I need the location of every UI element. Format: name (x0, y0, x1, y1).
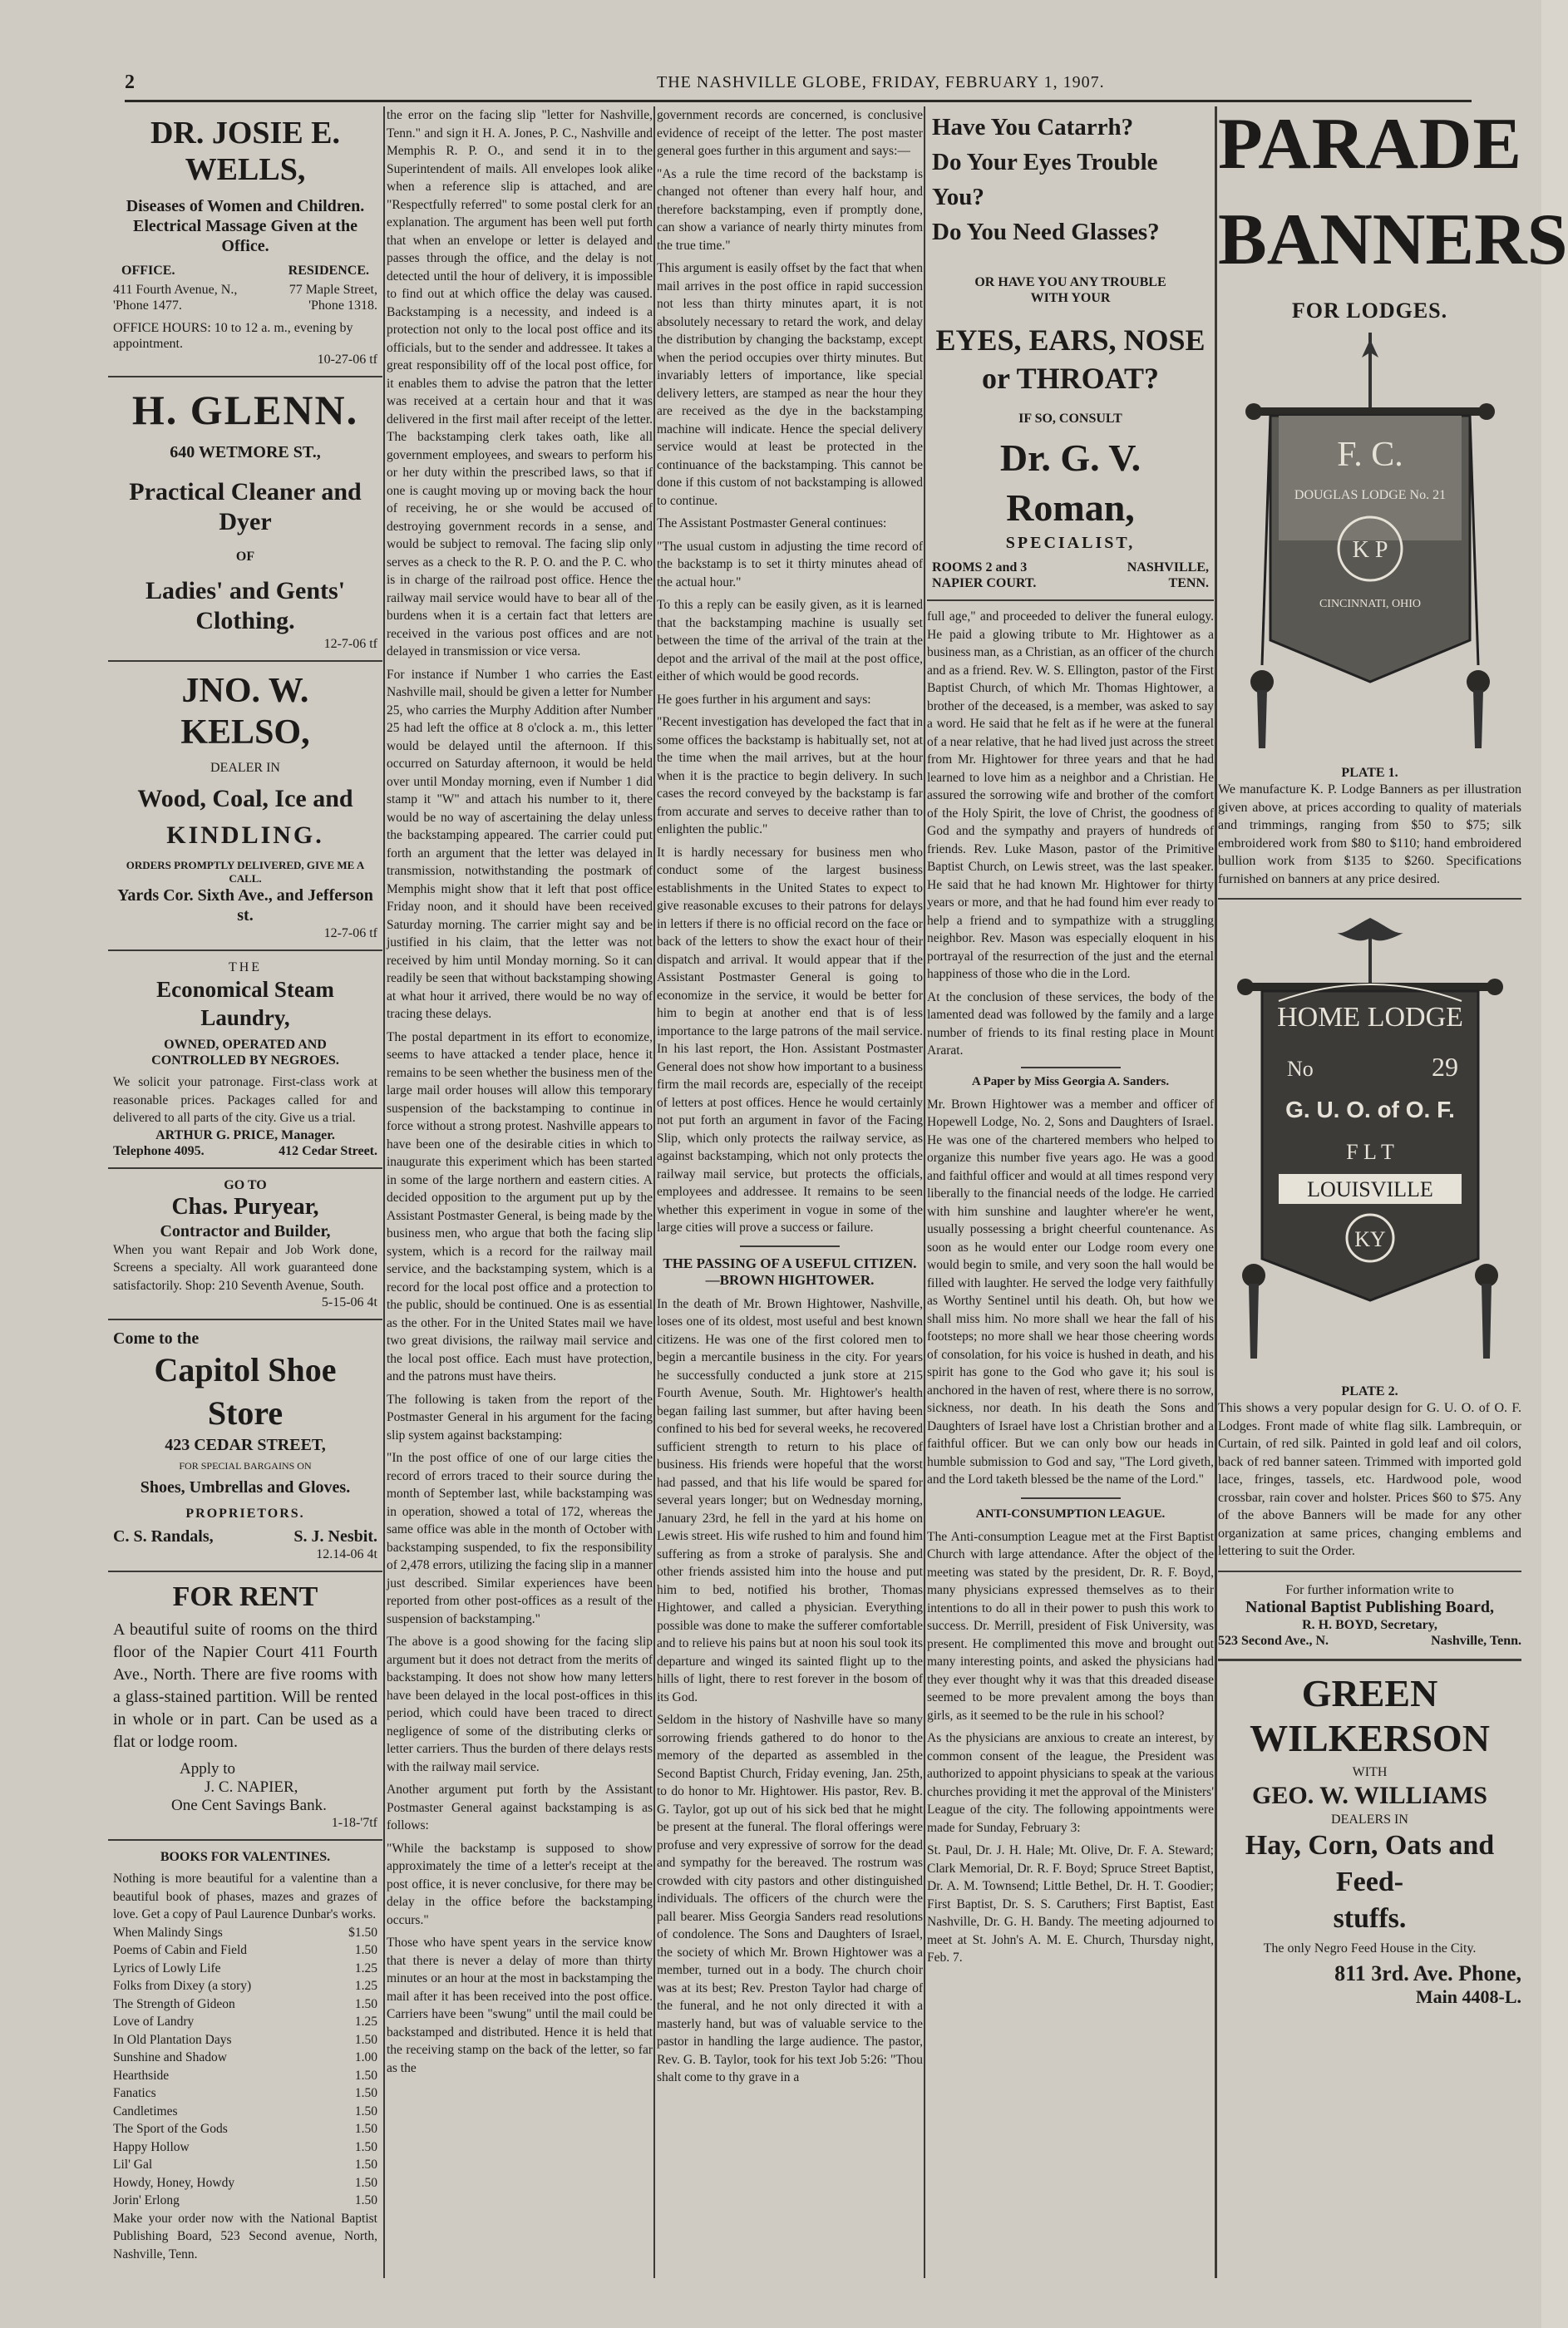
guoof-banner-illustration (1237, 910, 1503, 1375)
book-price: 1.50 (354, 2068, 377, 2083)
book-title: Lil' Gal (113, 2158, 153, 2172)
article-paragraph: To this a reply can be easily given, as it is learned that the backstamping machine is usually set between the time of the arrival of the train at the depot and the arrival of the mail at the post office, either of which would be good records. (657, 598, 923, 683)
article-paragraph: Those who have spent years in the service know that there is never a delay of more than thirty minutes or an hour at the most in backstamping the mail after it has been received into the post office. Carriers have been "swung" until the mail could be backstamped and distributed. Hence it is held that the receiving stamp on the back of the letter, so far as the (387, 1936, 653, 2075)
anti-consumption-headline: ANTI-CONSUMPTION LEAGUE. (975, 1507, 1166, 1521)
gw-name2: GEO. W. WILLIAMS (1252, 1781, 1487, 1809)
book-price: 1.50 (354, 2158, 377, 2172)
gw-only: The only Negro Feed House in the City. (1263, 1941, 1477, 1956)
ad-shoe-proprietor: C. S. Randals, (113, 1527, 214, 1546)
ad-rent-bank: One Cent Savings Bank. (171, 1797, 327, 1814)
article-paragraph: "The usual custom in adjusting the time record of the backstamp is to set it thirty minutes ahead of the actual hour." (657, 539, 923, 589)
ad-kelso-line: ORDERS PROMPTLY DELIVERED, GIVE ME A CALL. (126, 859, 365, 885)
article-paragraph: He goes further in his argument and says: (657, 692, 871, 707)
book-price: 1.25 (354, 2015, 377, 2029)
ad-rent-name: J. C. NAPIER, (205, 1778, 298, 1796)
ad-laundry (108, 951, 382, 1169)
banner-flt: F L T (1345, 1140, 1394, 1164)
gw-with: WITH (1352, 1764, 1388, 1779)
ad-laundry-manager: ARTHUR G. PRICE, Manager. (155, 1127, 335, 1142)
column-rule (924, 106, 925, 2278)
obituary-paragraph: At the conclusion of these services, the body of the lamented dead was followed by the family and a large number of friends to its final resting place in Mount Ararat. (927, 989, 1214, 1058)
book-price: 1.50 (354, 1996, 377, 2011)
ad-kelso-line: Yards Cor. Sixth Ave., and Jefferson st. (117, 886, 373, 925)
gw-dealers: DEALERS IN (1331, 1812, 1408, 1827)
article-paragraph: For instance if Number 1 who carries the East Nashville mail, should be given a letter for Number 25, who carries the Murphy Addition after Number 25 had left the office at 8 o'clock a. m., this letter would be delayed until the afternoon. If this occurred on Saturday afternoon, it would be held over until Monday morning, even if Number 1 did stamp it "W" and attach his number to it, there would be no way of ascertaining the delay unless the backstamping appeared. The carrier could put forth an argument that the letter was delayed in transmission, notwithstanding the postmark of Memphis might show that it left that post office Friday noon, and it should have been received Saturday morning. The carrier might say and be justified in his claim, that the letter was not received by him until Monday morning. So it can readily be seen that without backstamping showing at what hour it arrived, there would be no way of tracing these delays. (387, 667, 653, 1021)
book-title: Hearthside (113, 2068, 170, 2083)
ad-wells (108, 106, 382, 377)
office-hours: OFFICE HOURS: 10 to 12 a. m., evening by appointment. (113, 321, 353, 351)
column-rule (383, 106, 385, 2278)
book-title: Sunshine and Shadow (113, 2050, 227, 2064)
gw-items: stuffs. (1333, 1902, 1407, 1934)
ads-column (108, 106, 382, 2268)
ad-roman-or: OR HAVE YOU ANY TROUBLE WITH YOUR (974, 275, 1166, 305)
ad-puryear-name: Chas. Puryear, (171, 1193, 319, 1220)
book-price: 1.50 (354, 1943, 377, 1957)
book-list-item (113, 2084, 377, 2103)
page-number: 2 (125, 72, 135, 93)
column-rule (653, 106, 655, 2278)
ad-shoe-special: FOR SPECIAL BARGAINS ON (179, 1460, 312, 1472)
book-list-item (113, 2013, 377, 2031)
book-price: 1.50 (354, 2193, 377, 2207)
ad-shoe-proprietor: S. J. Nesbit. (293, 1527, 377, 1546)
divider (740, 1245, 840, 1247)
residence-label: RESIDENCE. (288, 264, 369, 278)
banner-order: G. U. O. of O. F. (1284, 1097, 1455, 1122)
divider (1021, 1067, 1121, 1068)
plate-1-description: We manufacture K. P. Lodge Banners as per illustration given above, at prices according to quality of materials and trimmings, ranging from $50 to $75; silk embroidered work from $80 to $110; hand embroidered bullion work from $135 to $260. Specifications furnished on banners at any price desired. (1218, 782, 1521, 886)
ad-laundry-street: 412 Cedar Street. (279, 1143, 377, 1158)
banner-city: CINCINNATI, OHIO (1319, 598, 1421, 610)
article-paragraph: government records are concerned, is conclusive evidence of receipt of the letter. The post master general goes further in this argument and says:— (657, 108, 923, 158)
divider (1218, 898, 1521, 900)
ad-rent-body: A beautiful suite of rooms on the third floor of the Napier Court 411 Fourth Ave., North. There are five rooms with a glass-stained partition. Will be rented in whole or in part. Can be used as a flat or lodge room. (113, 1620, 377, 1751)
book-list-item (113, 1995, 377, 2014)
plate-2-description: This shows a very popular design for G. U. O. of O. F. Lodges. Front made of white flag silk. Lambrequin, or Curtain, of red silk. Painted in gold leaf and oil colors, back of red banner sateen. Trimmed with imported gold lace, fringes, tassels, etc. Hardwood pole, wood crossbar, rain cover and holster. Prices $60 to $75. Any of the above Banners will be made for any other organization at same prices, changing emblems and lettering to suit the Order. (1218, 1401, 1521, 1558)
article-paragraph: "While the backstamp is supposed to show approximately the time of a letter's receipt at the post office, it is never conclusive, for there may be delay in the office before the backstamping occurs." (387, 1841, 653, 1927)
ad-wells-line: Office. (221, 237, 269, 255)
ad-wells-line: Electrical Massage Given at the (133, 217, 357, 235)
nbpb-address: 523 Second Ave., N. (1218, 1633, 1329, 1648)
ad-roman-specialist: SPECIALIST, (1005, 534, 1136, 552)
ad-shoe-address: 423 CEDAR STREET, (165, 1436, 326, 1454)
divider (1218, 1659, 1521, 1661)
book-price: 1.50 (354, 2104, 377, 2118)
ad-roman-state: TENN. (1168, 576, 1209, 590)
plate-1-label: PLATE 1. (1341, 766, 1398, 780)
book-list-item (113, 1960, 377, 1978)
book-price: 1.50 (354, 2032, 377, 2047)
book-list-item (113, 2031, 377, 2049)
ad-laundry-owned: OWNED, OPERATED AND CONTROLLED BY NEGROES. (151, 1038, 339, 1068)
divider (1021, 1497, 1121, 1499)
banner-letters: F. C. (1336, 436, 1403, 474)
ad-code: 10-27-06 tf (317, 353, 377, 367)
ad-roman-consult: IF SO, CONSULT (1018, 412, 1122, 426)
gw-address: 811 3rd. Ave. Phone, (1334, 1961, 1521, 1985)
ad-kelso (108, 662, 382, 951)
ad-roman-rooms: ROOMS 2 and 3 (932, 560, 1028, 575)
book-list (113, 1924, 377, 2210)
book-title: Happy Hollow (113, 2139, 190, 2154)
book-list-item (113, 2192, 377, 2210)
banner-number: 29 (1431, 1052, 1458, 1082)
book-list-item (113, 1924, 377, 1942)
article-paragraph: "Recent investigation has developed the fact that in some offices the backstamp is habitually set, not at the time when the mail arrives, but at the hour when it is the practice to begin delivery. In such cases the record conveyed by the backstamp is far from accurate and serves to deceive rather than to enlighten the public." (657, 715, 923, 836)
kp-banner-illustration (1245, 333, 1495, 757)
obituary-paragraph: full age," and proceeded to deliver the funeral eulogy. He paid a glowing tribute to Mr. Hightower as a business man, as a Christian, as an officer of the church and as a friend. Rev. W. S. Ellington, pastor of the First Baptist Church, of which Mr. Thomas Hightower, a brother of the deceased, is a member, was asked to say a word. He said that he felt as if he were at the funeral of a near relative, that he had lived just across the street from Mr. Hightower for three years and that he had learned to love him as a neighbor and a Christian. He assured the sorrowing wife and brother of the comfort of the Holy Spirit, the love of Christ, the goodness of God and the sympathy and prayers of hundreds of friends. Rev. Luke Mason, pastor of the Primitive Baptist Church, on Lewis street, was the last speaker. He said that he had known Mr. Hightower for thirty years or more, and that he had found him ever ready to help a friend and to sympathize with a struggling neighbor. Rev. Mason was especially eloquent in his portrayal of the resurrection of the just and the eternal happiness of those who die in the Lord. (927, 609, 1214, 981)
ad-roman-eyes: EYES, EARS, NOSE (935, 323, 1206, 357)
banners-title: BANNERS (1218, 200, 1568, 280)
book-title: Poems of Cabin and Field (113, 1943, 248, 1957)
ad-roman-throat: or THROAT? (981, 362, 1160, 395)
ad-shoe (108, 1320, 382, 1572)
article-column-2 (387, 106, 653, 2301)
anti-consumption-paragraph: As the physicians are anxious to create an interest, by common consent of the league, the President was authorized to appoint physicians to speak at the various churches providing it met the approval of the Ministers' League of the city. The following appointments were made for Sunday, February 3: (927, 1731, 1214, 1835)
book-list-item (113, 2067, 377, 2085)
ad-glenn-line: Practical Cleaner and Dyer (129, 478, 362, 535)
office-address: 411 Fourth Avenue, N., 'Phone 1477. (113, 283, 238, 313)
book-price: 1.25 (354, 1961, 377, 1975)
ad-kelso-dealer: DEALER IN (210, 761, 280, 775)
ad-roman-name: Dr. G. V. Roman, (999, 436, 1141, 529)
banner-lodge-name: DOUGLAS LODGE No. 21 (1294, 488, 1446, 502)
nbpb-secretary: R. H. BOYD, Secretary, (1302, 1617, 1437, 1632)
ad-for-rent (108, 1572, 382, 1841)
masthead-bar (125, 67, 1472, 102)
ad-puryear-body: When you want Repair and Job Work done, Screens a specialty. All work guaranteed done satisfactorily. Shop: 210 Seventh Avenue, South. (113, 1242, 377, 1293)
book-price: 1.50 (354, 2175, 377, 2190)
article-paragraph: The Assistant Postmaster General continues: (657, 516, 887, 530)
ad-roman-question: Do You Need Glasses? (932, 219, 1160, 245)
ad-shoe-items: Shoes, Umbrellas and Gloves. (140, 1478, 351, 1497)
book-price: 1.50 (354, 2139, 377, 2154)
article-column-3 (657, 106, 923, 2301)
book-title: Fanatics (113, 2086, 156, 2100)
book-price: 1.00 (354, 2050, 377, 2064)
ad-code: 5-15-06 4t (321, 1295, 377, 1310)
book-title: Jorin' Erlong (113, 2193, 180, 2207)
book-price: $1.50 (348, 1925, 377, 1940)
nbpb-name: National Baptist Publishing Board, (1245, 1597, 1494, 1616)
book-list-item (113, 1941, 377, 1960)
ad-code: 1-18-'7tf (331, 1816, 377, 1830)
ad-glenn (108, 377, 382, 662)
office-label: OFFICE. (121, 264, 175, 278)
book-title: Howdy, Honey, Howdy (113, 2175, 235, 2190)
banner-no: No (1286, 1057, 1314, 1081)
book-price: 1.50 (354, 2086, 377, 2100)
ad-puryear-title: Contractor and Builder, (160, 1221, 331, 1240)
ad-shoe-name: Capitol Shoe Store (154, 1351, 337, 1432)
book-price: 1.50 (354, 2122, 377, 2136)
ad-code: 12.14-06 4t (316, 1547, 377, 1561)
masthead-title: THE NASHVILLE GLOBE, FRIDAY, FEBRUARY 1, 1907. (657, 73, 1105, 91)
divider (1218, 1571, 1521, 1572)
ad-glenn-address: 640 WETMORE ST., (170, 443, 321, 461)
gw-name: GREEN WILKERSON (1250, 1671, 1490, 1759)
book-title: In Old Plantation Days (113, 2032, 232, 2047)
ad-puryear (108, 1169, 382, 1321)
paper-text: Mr. Brown Hightower was a member and officer of Hopewell Lodge, No. 2, Sons and Daughters of Israel. He was one of the chartered members who helped to organize this number five years ago. He was a good and faithful officer and would at all times respond very liberally to the financial needs of the lodge. He carried with him sunshine and laughter where'er he went, usually possessing a bright cheerful countenance. As soon as he would enter our Lodge room every one would begin to smile, and very soon the hall would be filled with laughter. He served the lodge very faithfully as Worthy Sentinel until his death. Oh, but how we shall miss him. No more shall we hear the fall of his footsteps; no more shall we hear those cheering words of consolation, for his voice is hushed in death, and his spirit has gone to the God who gave it; his soul is anchored in the haven of rest, where there is no sorrow, sickness, nor death. In his death the Sons and Daughters of Israel have lost a Christian brother and a faithful officer. But we can only bow our heads in humble submission to God and say, "The Lord giveth, and the Lord taketh blessed be the name of the Lord." (927, 1097, 1214, 1487)
ad-glenn-of: OF (235, 550, 255, 564)
ad-rent-title: FOR RENT (172, 1581, 318, 1612)
obituary-headline: THE PASSING OF A USEFUL CITIZEN.—BROWN HIGHTOWER. (663, 1255, 917, 1288)
ad-roman-city: NASHVILLE, (1127, 560, 1209, 575)
banner-top: HOME LODGE (1276, 1002, 1463, 1033)
ad-roman-napier: NAPIER COURT. (932, 576, 1037, 590)
book-title: Folks from Dixey (a story) (113, 1979, 252, 1993)
ad-rent-apply: Apply to (180, 1760, 236, 1778)
ad-green-wilkerson (1218, 1671, 1521, 2008)
ad-books-outro: Make your order now with the National Baptist Publishing Board, 523 Second avenue, North, Nashville, Tenn. (113, 2211, 377, 2261)
nbpb-city: Nashville, Tenn. (1431, 1633, 1521, 1648)
ad-roman (927, 106, 1214, 601)
book-list-item (113, 2120, 377, 2138)
nbpb-intro: For further information write to (1285, 1582, 1454, 1597)
ad-laundry-the: THE (228, 960, 263, 974)
article-paragraph: The following is taken from the report of the Postmaster General in his argument for the facing slip system against backstamping: (387, 1392, 653, 1443)
anti-consumption-paragraph: St. Paul, Dr. J. H. Hale; Mt. Olive, Dr. F. A. Steward; Clark Memorial, Dr. R. F. Boyd; Spruce Street Baptist, Dr. A. M. Townsend; Little Bethel, Dr. H. T. Goodier; First Baptist, Dr. S. S. Caruthers; First Baptist, East Nashville, Dr. G. H. Bandy. The meeting adjourned to meet at St. John's A. M. E. Church, Thursday night, Feb. 7. (927, 1843, 1214, 1965)
ad-shoe-proprietors: PROPRIETORS. (185, 1507, 305, 1521)
book-list-item (113, 2103, 377, 2121)
banners-title: PARADE (1218, 104, 1523, 185)
ad-roman-question: Have You Catarrh? (932, 114, 1134, 141)
ad-books (108, 1841, 382, 2271)
article-paragraph: the error on the facing slip "letter for Nashville, Tenn." and sign it H. A. Jones, P. C., Nashville and Memphis R. P. O., and send it in to the Superintendent of mails. All envelopes look alike when a reference slip is attached, and are "Respectfully referred" to some postal clerk for an explanation. The argument has been well put forth that when an envelope or letter is delayed and passes through the office, and the delay is not detected until the hour of delivery, it is impossible to find out at which office the delay was caused. Backstamping is a necessity, and indeed is a protection not only to the local post office and its officials, but to the sender and addressee. It takes a great responsibility off of the local post office, for it enables them to advise the patron that the letter was received at a certain hour and that it was delivered in the first mail after receipt of the letter. The backstamping clerk takes oath, like all government employees, and swears to perform his or her duty within the prescribed laws, so that if one is caught moving up or moving back the hour of receiving, he or she would be accused of destroying government records in a sense, and would be subject to removal. The facing slip only serves as a check to the R. P. O. and the P. C. who is in charge of the railroad post office. Hence the railway mail service would have to bear all of the burdens when it is a certain fact that letters are received in the various post offices and are not delayed in transmission or vice versa. (387, 108, 653, 658)
banners-column (1218, 104, 1568, 2301)
ad-kelso-line: Wood, Coal, Ice and (137, 785, 353, 812)
paper-headline: A Paper by Miss Georgia A. Sanders. (971, 1074, 1170, 1088)
book-title: Love of Landry (113, 2015, 195, 2029)
book-list-item (113, 2138, 377, 2157)
ad-kelso-line: KINDLING. (166, 821, 324, 849)
banner-state: KY (1354, 1227, 1386, 1251)
plate-2-label: PLATE 2. (1341, 1384, 1398, 1398)
article-paragraph: The postal department in its effort to economize, seems to have attacked a tender place, hence it remains to be seen whether the business men of the large mail order houses will allow this temporary suspension of the backstamping to continue in force without a strong protest. Nashville appears to have been one of the desirable cities in which to inaugurate this experiment which has been started in some of the large northern and eastern cities. A decided opposition to the argument put up by the Assistant Postmaster General, is being made by the business men, who argue that both the facing slip system, which is a record for the railway mail service, and the backstamping system, which is a record for the local post office and a protection to the public, should be continued. One is as essential as the other. For in the United States mail we have two great divisions, the railway mail service and the local post office. Each must have protection, and the patrons must have theirs. (387, 1029, 653, 1383)
banners-subtitle: FOR LODGES. (1291, 298, 1448, 323)
ad-books-title: BOOKS FOR VALENTINES. (160, 1850, 331, 1864)
book-list-item (113, 2156, 377, 2174)
book-title: When Malindy Sings (113, 1925, 223, 1940)
article-paragraph: The above is a good showing for the facing slip argument but it does not detract from the merits of backstamping. It does not show how many letters have been delayed in the local post-offices in this period, which could have been traced to direct negligence of some of the distributing clerks or letter carriers. Thus the burden of there delays rests with the railway mail service. (387, 1635, 653, 1774)
column-rule (1215, 106, 1217, 2278)
banner-city: LOUISVILLE (1306, 1177, 1433, 1201)
article-paragraph: Another argument put forth by the Assistant Postmaster General against backstamping is as follows: (387, 1783, 653, 1832)
ad-books-intro: Nothing is more beautiful for a valentine than a beautiful book of phases, mazes and grazes of love. Get a copy of Paul Laurence Dunbar's works. (113, 1872, 377, 1921)
ad-glenn-line: Ladies' and Gents' Clothing. (145, 577, 346, 634)
article-column-4 (927, 106, 1214, 2301)
ad-wells-name: DR. JOSIE E. WELLS, (150, 116, 341, 187)
obituary-paragraph: In the death of Mr. Brown Hightower, Nashville, loses one of its oldest, most useful and best known citizens. He was one of the first colored men to begin a mercantile business in the city. For years he successfully conducted a junk store at 215 Fourth Avenue, South. Mr. Hightower's health began failing last summer, but after having been confined to his bed for several weeks, he recovered sufficient strength to return to his place of business. His friends were hopeful that the worst had passed, and that his life would be spared for several years longer; but on Wednesday morning, January 23rd, he fell in the yard at his home on Lewis street. His wife rushed to him and found him suffering as from a stroke of paralysis. She and other friends assisted him into the house and put him to bed, notified his brother, Thomas Hightower, and called a physician. Everything possible was done to make the sufferer comfortable and to relieve his pains but at noon his soul took its departure and winged its sainted flight up to the hills of light, there to rest forever in the bosom of its God. (657, 1296, 923, 1704)
ad-wells-line: Diseases of Women and Children. (126, 197, 365, 215)
article-paragraph: It is hardly necessary for business men who conduct some of the largest business establishments in the United States to expect to give reasonable excuses to their patrons for delays in letters if there is no official record on the face or back of the letters to show the exact hour of their dispatch and arrival. It would appear that if the Assistant Postmaster General is going to economize in the service, it would be better for him to begin at another end that is of less importance to the large patrons of the mail service. In his last report, the Hon. Assistant Postmaster General does not show how important to a business firm the mail records are, especially of the receipt of letters at post offices. Hence he would certainly not put forth an argument in favor of the Facing Slip, which only protects the railway service, as against backstamping, which not only protects the railway mail service, but protects the officials, employees and addressee. It remains to be seen whether this experiment in vogue in some of the large cities will prove a success or failure. (657, 845, 923, 1235)
book-list-item (113, 2174, 377, 2192)
ad-puryear-goto: GO TO (224, 1177, 267, 1192)
ad-laundry-body: We solicit your patronage. First-class work at reasonable prices. Packages called for and delivered to all parts of the city. Give us a trial. (113, 1075, 377, 1125)
book-list-item (113, 1977, 377, 1995)
ad-kelso-name: JNO. W. KELSO, (180, 672, 310, 752)
gw-phone: Main 4408-L. (1415, 1985, 1521, 2007)
article-paragraph: This argument is easily offset by the fact that when mail arrives in the post office in rapid succession not less than thirty minutes apart, it is not absolutely necessary to retard the work, and delay the distribution by changing the backstamp, except when the period occupies over thirty minutes. But invariably letters of importance, like special delivery letters, are stamped as near the hour they are received as the dye in the backstamping machine will indicate. Hence the special delivery service would at least be protected in the continuance of the backstamping. This cannot be done if this custom of not backstamping is allowed to continue. (657, 261, 923, 508)
gw-items: Hay, Corn, Oats and Feed- (1245, 1829, 1495, 1897)
book-title: The Strength of Gideon (113, 1996, 235, 2011)
ad-laundry-telephone: Telephone 4095. (113, 1143, 205, 1158)
book-price: 1.25 (354, 1979, 377, 1993)
book-title: The Sport of the Gods (113, 2122, 228, 2136)
article-paragraph: "In the post office of one of our large cities the record of errors traced to their source during the month of September last, while backstamping was in operation, showed a total of 172, whereas the same office was able in the month of October with backstamping suspended, to fix the responsibility of 2,478 errors, utilizing the facing slip in a manner just described. Similar experiences have been reported from other post-offices as a result of the suspension of backstamping." (387, 1451, 653, 1626)
ad-shoe-come: Come to the (113, 1329, 200, 1348)
ad-code: 12-7-06 tf (323, 926, 377, 940)
ad-code: 12-7-06 tf (323, 637, 377, 651)
ad-roman-question: Do Your Eyes Trouble You? (932, 149, 1158, 210)
book-list-item (113, 2049, 377, 2067)
banner-kp: K P (1352, 537, 1388, 563)
ad-laundry-name: Economical Steam Laundry, (156, 977, 334, 1030)
book-title: Candletimes (113, 2104, 178, 2118)
book-title: Lyrics of Lowly Life (113, 1961, 221, 1975)
residence-address: 77 Maple Street, 'Phone 1318. (288, 283, 377, 313)
ad-glenn-name: H. GLENN. (131, 387, 359, 433)
obituary-paragraph: Seldom in the history of Nashville have so many sorrowing friends gathered to do honor to the memory of the departed as assembled in the Second Baptist Church, Friday evening, Jan. 25th, to do honor to Mr. Hightower. His pastor, Rev. B. G. Taylor, got up out of his sick bed that he might be present at the funeral. The floral offerings were profuse and very expressive of sorrow for the dead and sympathy for the bereaved. The rostrum was crowded with city pastors and other distinguished individuals. The officers of the church were the pall bearer. Miss Georgia Sanders read resolutions of condolence. The Sons and Daughters of Israel, the society of which Mr. Brown Hightower was a member, turned out in a body. The church choir was at its best; Rev. Preston Taylor had charge of the funeral, and he not only directed it with a masterly hand, but was of valuable service to the pastor in handling the large audience. The pastor, Rev. G. B. Taylor, took for his text Job 5:26: "Thou shalt come to thy grave in a (657, 1713, 923, 2084)
anti-consumption-paragraph: The Anti-consumption League met at the First Baptist Church with large attendance. After the object of the meeting was stated by the president, Dr. R. F. Boyd, many physicians expressed themselves as to their intentions to do all in their power to push this work to success. Dr. Merrill, president of Fisk University, was present. He complimented this move and brought out many interesting points, and asked the physicians had they ever thought why it was that this dreaded disease seemed to be more prevalent among the boys than girls, as it seemed to be the rule in his school? (927, 1529, 1214, 1723)
article-paragraph: "As a rule the time record of the backstamp is changed not oftener than every half hour, and therefore backstamping, even if promptly done, can show a variance of nearly thirty minutes from the true time." (657, 166, 923, 253)
